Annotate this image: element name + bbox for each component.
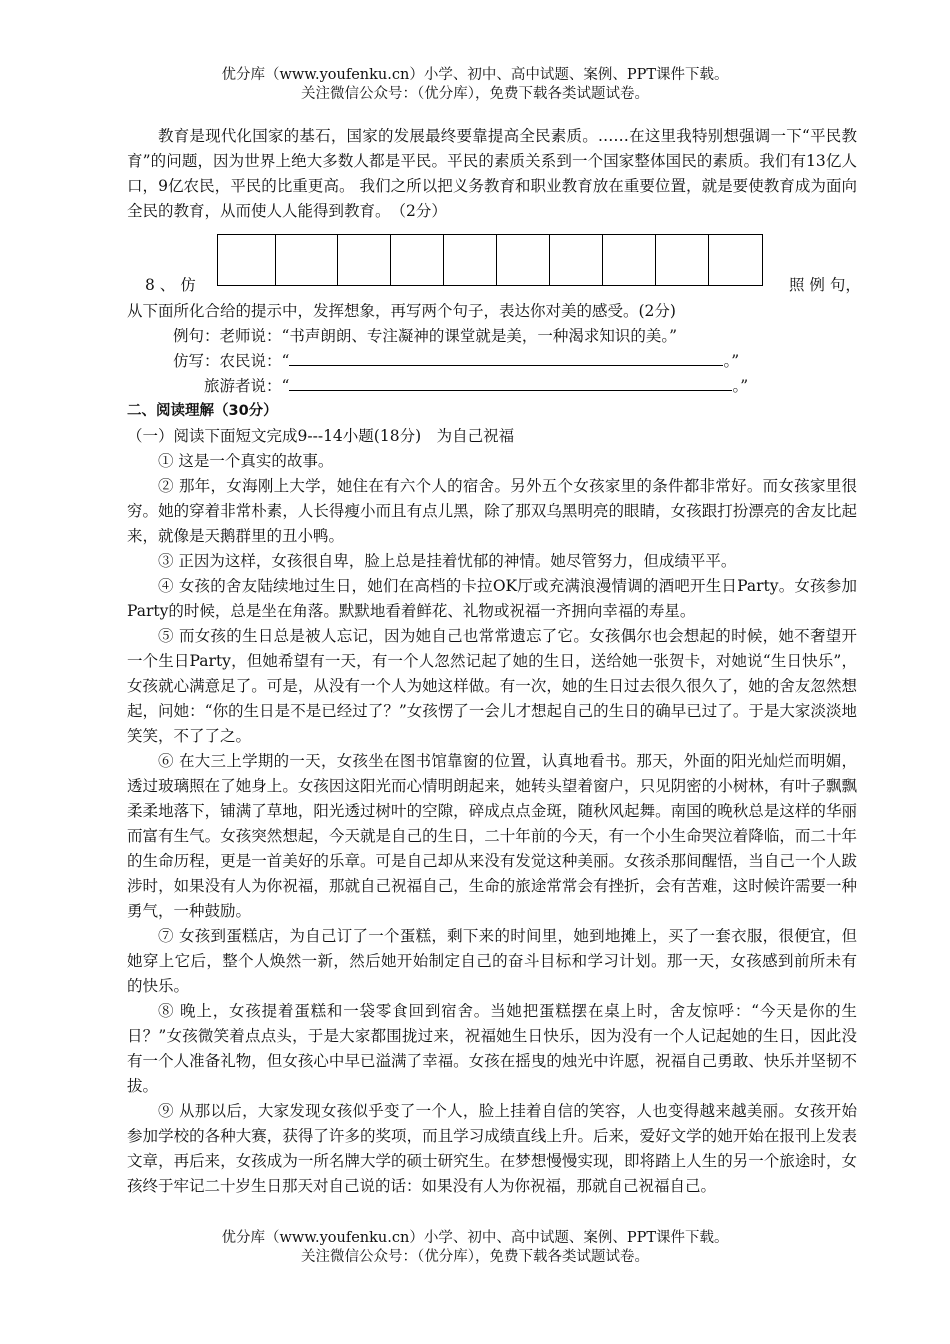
grid-cell[interactable] — [444, 235, 497, 285]
footer-line-1: 优分库（www.youfenku.cn）小学、初中、高中试题、案例、PPT课件下载。 — [221, 1230, 729, 1246]
grid-cell[interactable] — [276, 235, 338, 285]
grid-cell[interactable] — [656, 235, 709, 285]
grid-cell[interactable] — [709, 235, 762, 285]
story-paragraph-1: ① 这是一个真实的故事。 — [158, 452, 334, 470]
header-line-2: 关注微信公众号：（优分库），免费下载各类试题试卷。 — [301, 86, 649, 102]
tourist-answer-blank[interactable] — [289, 374, 732, 391]
story-paragraph-4: ④ 女孩的舍友陆续地过生日，她们在高档的卡拉OK厅或充满浪漫情调的酒吧开生日Party。女孩参加Party的时候，总是坐在角落。默默地看着鲜花、礼物或祝福一齐拥向幸福的寿星。 — [127, 577, 857, 620]
farmer-answer-blank[interactable] — [289, 349, 723, 366]
grid-cell[interactable] — [338, 235, 391, 285]
grid-cell[interactable] — [550, 235, 603, 285]
grid-cell[interactable] — [603, 235, 656, 285]
farmer-end: 。” — [723, 352, 740, 370]
story-paragraph-3: ③ 正因为这样，女孩很自卑，脸上总是挂着忧郁的神情。她尽管努力，但成绩平平。 — [158, 552, 737, 570]
story-paragraph-7: ⑦ 女孩到蛋糕店，为自己订了一个蛋糕，剩下来的时间里，她到地摊上，买了一套衣服，很便宜，但她穿上它后，整个人焕然一新，然后她开始制定自己的奋斗目标和学习计划。那一天，女孩感到前所未有 的快乐。 — [127, 927, 857, 995]
q8-tail: 照 例 句， — [789, 276, 861, 294]
story-passage — [127, 449, 857, 1199]
story-paragraph-9: ⑨ 从那以后，大家发现女孩似乎变了一个人，脸上挂着自信的笑容，人也变得越来越美丽。女孩开始参加学校的各种大赛，获得了许多的奖项，而且学习成绩直线上升。后来，爱好文学的她开始在报刊上发表文章，再后来，女孩成为一所名牌大学的硕士研究生。在梦想慢慢实现，即将踏上人生的另一个旅途时，女孩终于牢记二十岁生日那天对自己说的话：如果没有人为你祝福，那就自己祝福自己。 — [127, 1102, 857, 1195]
tourist-end: 。” — [732, 377, 749, 395]
answer-grid[interactable] — [217, 234, 763, 286]
story-paragraph-6: ⑥ 在大三上学期的一天，女孩坐在图书馆靠窗的位置，认真地看书。那天，外面的阳光灿烂而明媚，透过玻璃照在了她身上。女孩因这阳光而心情明朗起来，她转头望着窗户，只见阴密的小树林，有叶子飘飘柔柔地落下，铺满了草地，阳光透过树叶的空隙，碎成点点金斑，随秋风起舞。南国的晚秋总是这样的华丽而富有生气。女孩突然想起，今天就是自己的生日，二十年前的今天，有一个小生命哭泣着降临，而二十年的生命历程，更是一首美好的乐章。可是自己却从来没有发觉这种美丽。女孩杀那间醒悟，当自己一个人跋涉时，如果没有人为你祝福，那就自己祝福自己，生命的旅途常常会有挫折，会有苦难，这时候许需要一种勇气，一种鼓励。 — [127, 752, 857, 920]
q8-imitate-tourist — [204, 374, 748, 398]
section-2-subtitle: （一）阅读下面短文完成9---14小题(18分) 为自己祝福 — [127, 427, 515, 445]
footer-line-2: 关注微信公众号：（优分库），免费下载各类试题试卷。 — [301, 1249, 649, 1265]
section-2-title: 二、阅读理解（30分） — [127, 403, 278, 419]
tourist-label: 旅游者说：“ — [204, 377, 290, 395]
story-paragraph-5: ⑤ 而女孩的生日总是被人忘记，因为她自己也常常遗忘了它。女孩偶尔也会想起的时候，她不奢望开一个生日Party，但她希望有一天，有一个人忽然记起了她的生日，送给她一张贺卡，对她说“生日快乐”，女孩就心满意足了。可是，从没有一个人为她这样做。有一次，她的生日过去很久很久了，她的舍友忽然想起，问她：“你的生日是不是已经过了？”女孩愣了一会儿才想起自己的生日的确早已过了。于是大家淡淡地笑笑，不了了之。 — [127, 627, 857, 745]
intro-passage — [127, 124, 857, 224]
intro-passage-text: 教育是现代化国家的基石，国家的发展最终要靠提高全民素质。……在这里我特别想强调一下“平民教育”的问题，因为世界上绝大多数人都是平民。平民的素质关系到一个国家整体国民的素质。我们有13亿人口，9亿农民，平民的比重更高。 我们之所以把义务教育和职业教育放在重要位置，就是要使教育成为面向全民的教育，从而使人人能得到教育。 （2分） — [127, 127, 857, 220]
grid-cell[interactable] — [218, 235, 276, 285]
story-paragraph-8: ⑧ 晚上，女孩提着蛋糕和一袋零食回到宿舍。当她把蛋糕摆在桌上时，舍友惊呼：“今天是你的生日？”女孩微笑着点点头，于是大家都围拢过来，祝福她生日快乐，因为没有一个人记起她的生日，因此没有一个人准备礼物，但女孩心中早已溢满了幸福。女孩在摇曳的烛光中许愿，祝福自己勇敢、快乐并坚韧不拔。 — [127, 1002, 857, 1095]
q8-imitate-farmer — [173, 349, 739, 373]
grid-cell[interactable] — [391, 235, 444, 285]
farmer-label: 仿写：农民说：“ — [173, 352, 290, 370]
story-paragraph-2: ② 那年，女海刚上大学，她住在有六个人的宿舍。另外五个女孩家里的条件都非常好。而女孩家里很穷。她的穿着非常朴素，人长得瘦小而且有点儿黑，除了那双乌黑明亮的眼睛，女孩跟打扮漂亮的舍友比起来，就像是天鹅群里的丑小鸭。 — [127, 477, 857, 545]
header-line-1: 优分库（www.youfenku.cn）小学、初中、高中试题、案例、PPT课件下载。 — [221, 67, 729, 83]
page-header — [0, 66, 950, 104]
page-footer — [0, 1229, 950, 1267]
q8-example: 例句：老师说：“书声朗朗、专注凝神的课堂就是美，一种渴求知识的美。” — [173, 327, 678, 345]
grid-cell[interactable] — [497, 235, 550, 285]
q8-number: 8 、 仿 — [145, 276, 196, 294]
q8-instruction: 从下面所化合给的提示中，发挥想象，再写两个句子，表达你对美的感受。(2分) — [127, 302, 676, 320]
